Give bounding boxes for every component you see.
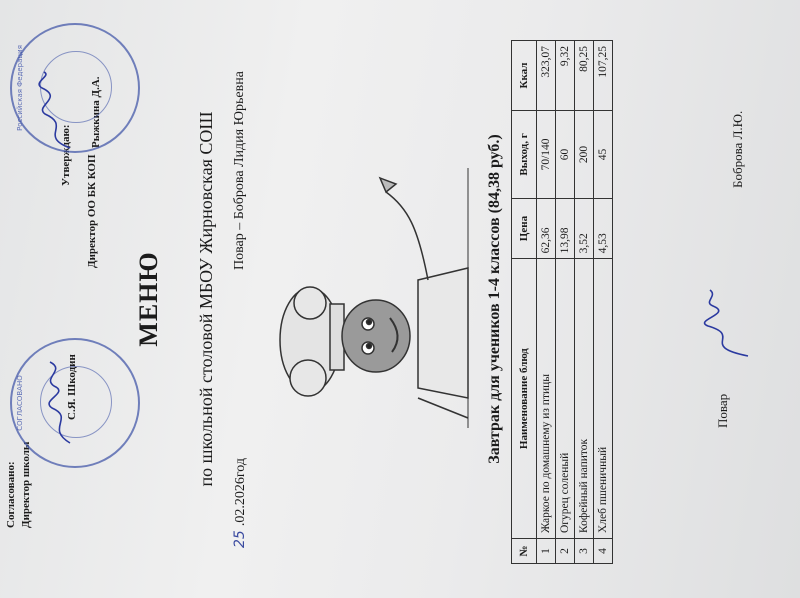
row-no: 4 [594, 539, 613, 564]
agreed-stamp-text: СОГЛАСОВАНО [16, 375, 24, 431]
row-no: 2 [556, 539, 575, 564]
meal-title: Завтрак для учеников 1-4 классов (84,38 руб.) [486, 134, 503, 464]
row-name: Кофейный напиток [575, 259, 594, 539]
row-yield: 45 [594, 111, 613, 199]
row-price: 3,52 [575, 198, 594, 259]
col-header-no: № [512, 539, 537, 564]
page-title: МЕНЮ [134, 251, 163, 347]
row-price: 4,53 [594, 198, 613, 259]
row-no: 1 [537, 539, 556, 564]
table-row [594, 41, 613, 564]
approved-role: Директор ОО БК КОП [86, 154, 98, 268]
row-name: Огурец соленый [556, 259, 575, 539]
table-header-row [512, 41, 537, 564]
row-price: 13,98 [556, 198, 575, 259]
approved-stamp-text: Российская Федерация [16, 45, 24, 131]
row-kcal: 80,25 [575, 41, 594, 111]
col-header-price: Цена [512, 198, 537, 259]
col-header-name: Наименование блюд [512, 259, 537, 539]
menu-table [511, 40, 613, 564]
menu-date [232, 458, 249, 548]
row-kcal: 9,32 [556, 41, 575, 111]
page-subtitle: по школьной столовой МБОУ Жирновская СОШ [196, 111, 216, 487]
cook-name: Боброва Л.Ю. [730, 110, 745, 188]
table-row [537, 41, 556, 564]
row-name: Жаркое по домашнему из птицы [537, 259, 556, 539]
row-kcal: 323,07 [537, 41, 556, 111]
approved-name: Рыжкина Д.А. [90, 76, 102, 148]
agreed-name: С.Я. Шкодин [66, 354, 78, 420]
row-name: Хлеб пшеничный [594, 259, 613, 539]
row-yield: 200 [575, 111, 594, 199]
chef-line: Повар – Боброва Лидия Юрьевна [232, 71, 247, 270]
cook-signature [688, 286, 758, 366]
col-header-yield: Выход, г [512, 111, 537, 199]
approved-signature [30, 68, 80, 158]
approved-label: Утверждаю: [60, 124, 72, 186]
agreed-signature [40, 358, 80, 448]
date-text: .02.2026год [233, 458, 248, 527]
cook-label: Повар [715, 393, 730, 428]
row-yield: 60 [556, 111, 575, 199]
date-handwritten-day: 25 [232, 530, 248, 548]
row-price: 62,36 [537, 198, 556, 259]
table-row [575, 41, 594, 564]
col-header-kcal: Ккал [512, 41, 537, 111]
row-no: 3 [575, 539, 594, 564]
table-row [556, 41, 575, 564]
agreed-role: Директор школы [20, 441, 32, 528]
chef-illustration [268, 168, 478, 428]
agreed-label: Согласовано: [5, 461, 17, 528]
row-kcal: 107,25 [594, 41, 613, 111]
row-yield: 70/140 [537, 111, 556, 199]
